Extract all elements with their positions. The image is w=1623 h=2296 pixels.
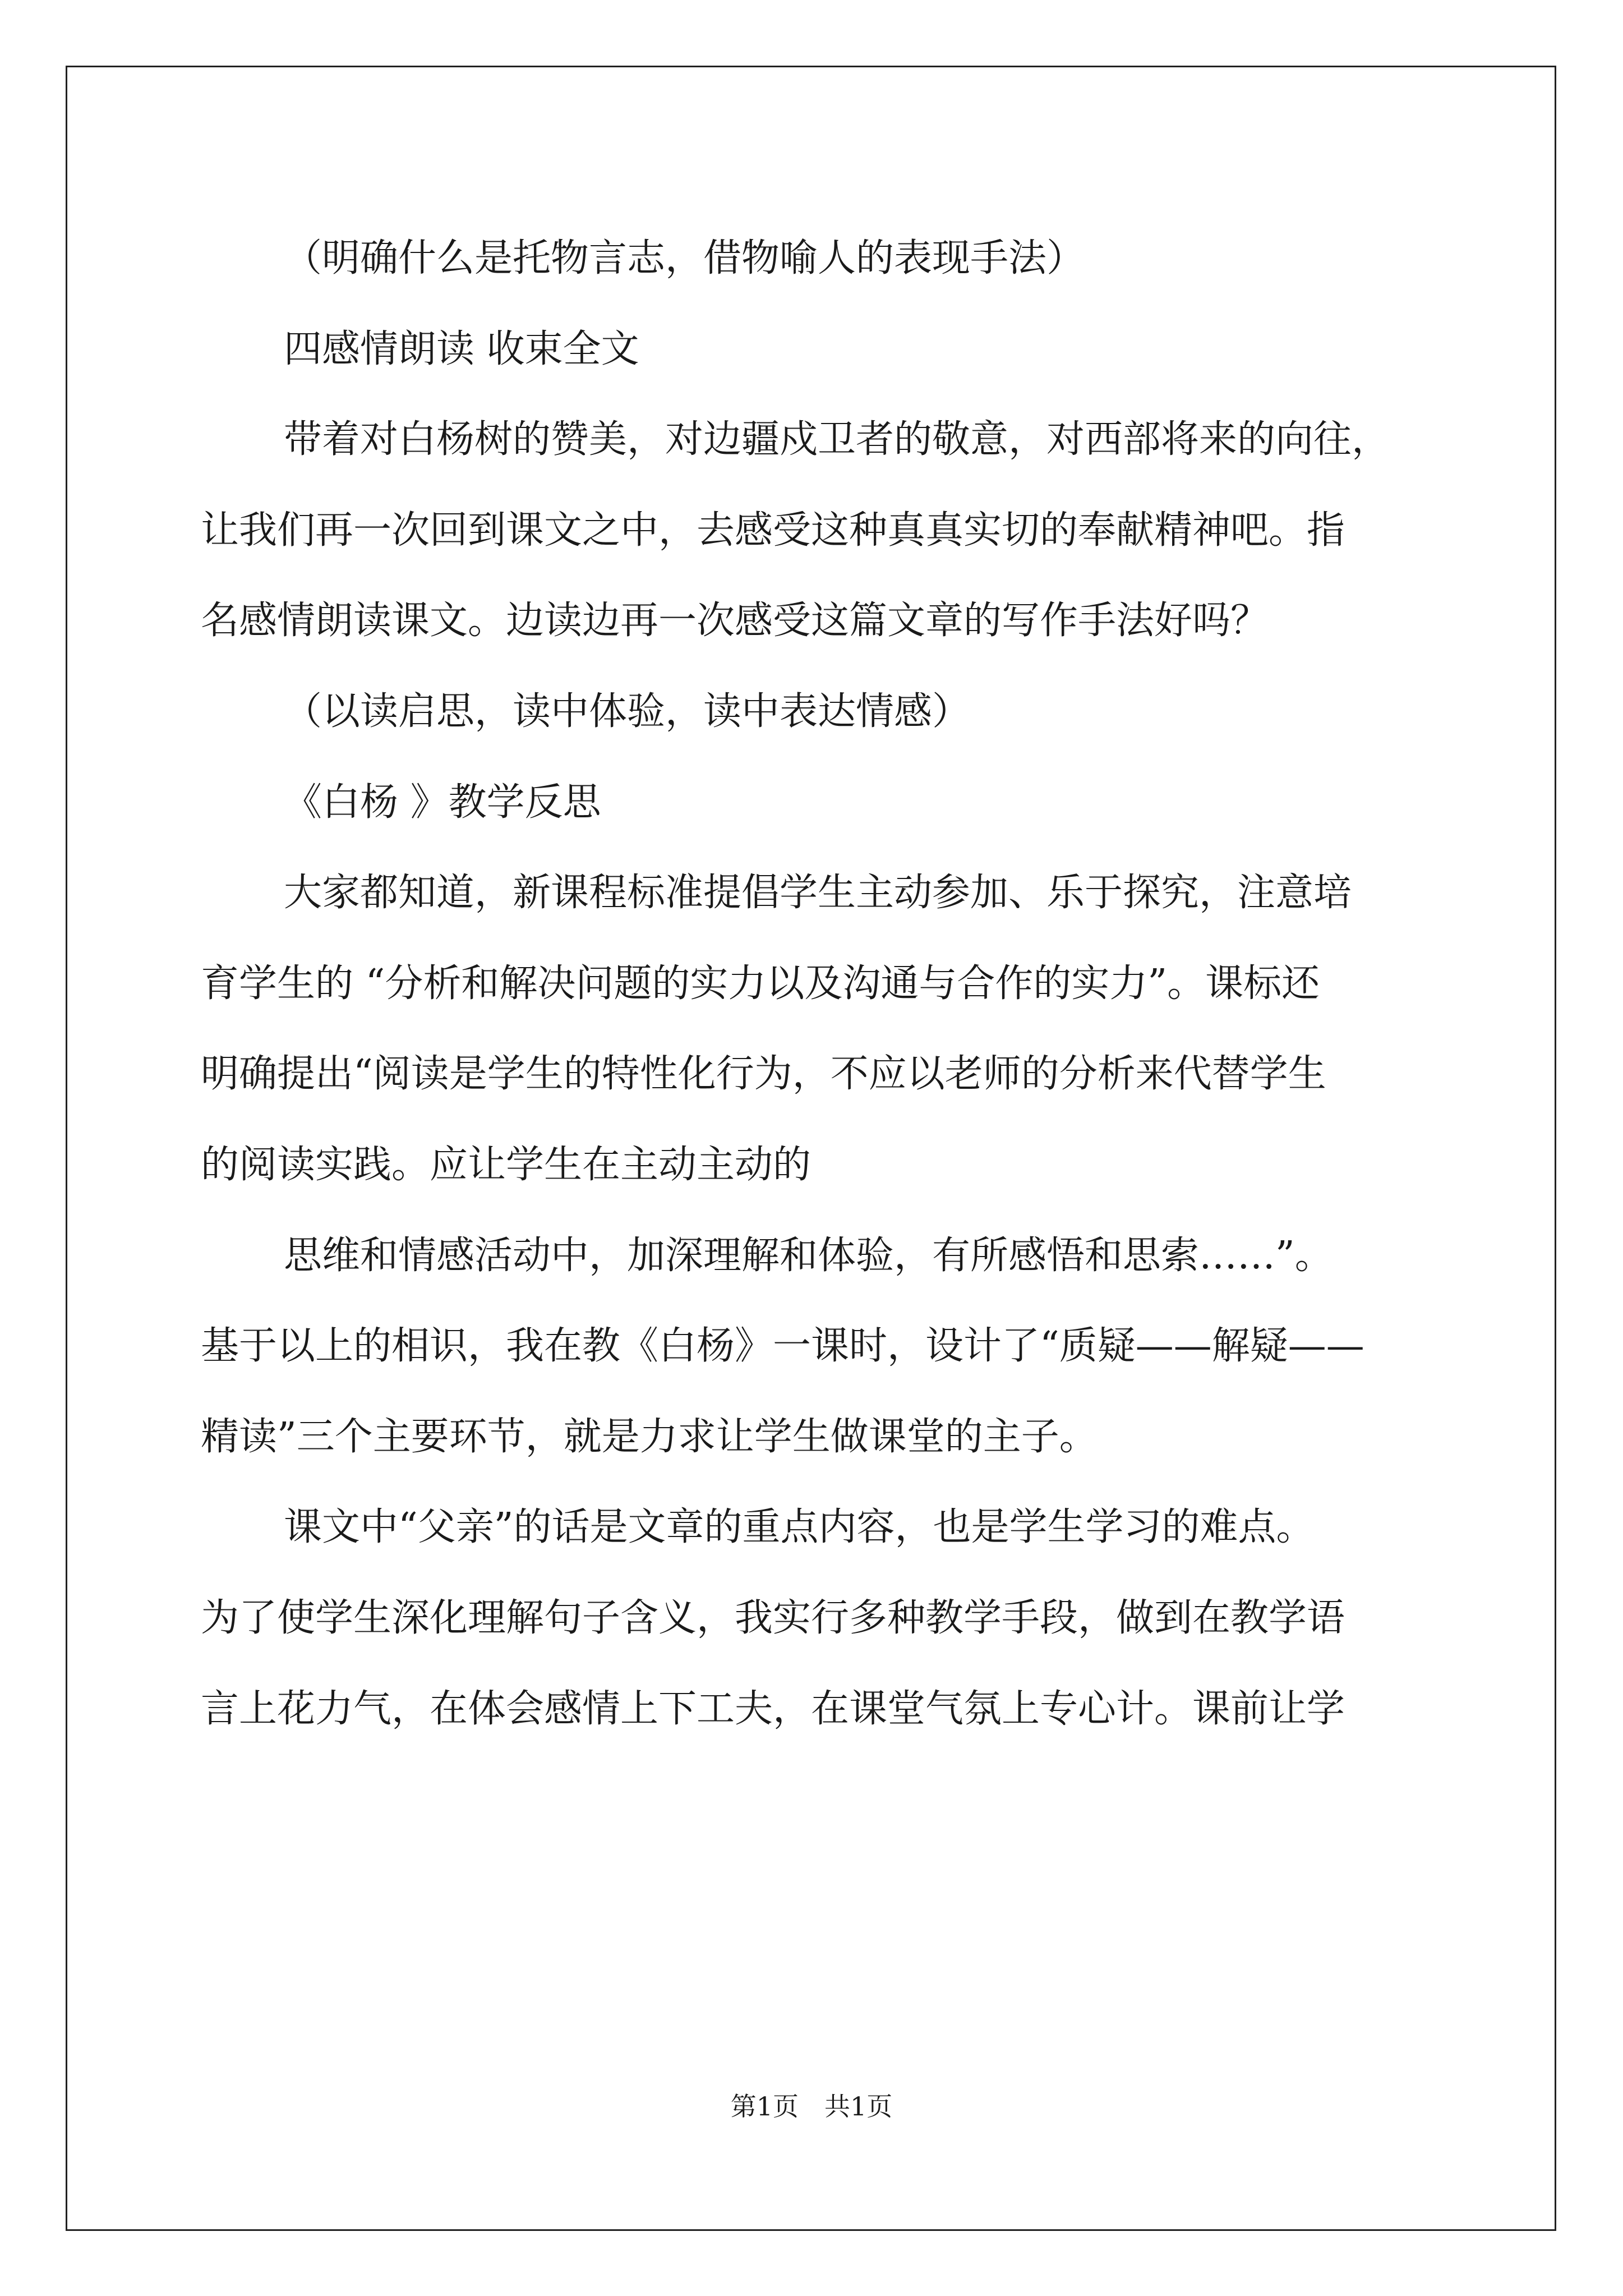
text-line: （以读启思，读中体验，读中表达情感） (284, 689, 971, 734)
text-line: 明确提出“阅读是学生的特性化行为，不应以老师的分析来代替学生 (201, 1052, 1326, 1097)
text-line: 大家都知道，新课程标准提倡学生主动参加、乐于探究，注意培 (284, 871, 1352, 915)
page-number: 第1页 共1页 (730, 2091, 893, 2122)
text-line: 名感情朗读课文。边读边再一次感受这篇文章的写作手法好吗？ (201, 599, 1269, 643)
section-heading: 《白杨 》教学反思 (284, 780, 601, 825)
text-line: 让我们再一次回到课文之中，去感受这种真真实切的奉献精神吧。指 (201, 508, 1345, 553)
text-line: 精读”三个主要环节，就是力求让学生做课堂的主子。 (201, 1414, 1098, 1459)
text-line: （明确什么是托物言志，借物喻人的表现手法） (284, 236, 1085, 280)
section-heading: 四感情朗读 收束全文 (284, 326, 639, 371)
text-line: 基于以上的相识，我在教《白杨》一课时，设计了“质疑——解疑—— (201, 1324, 1364, 1369)
text-line: 言上花力气，在体会感情上下工夫，在课堂气氛上专心计。课前让学 (201, 1686, 1345, 1731)
text-line: 带着对白杨树的赞美，对边疆戍卫者的敬意，对西部将来的向往， (284, 417, 1390, 462)
text-line: 思维和情感活动中，加深理解和体验，有所感悟和思索……”。 (284, 1233, 1333, 1278)
text-line: 育学生的 “分析和解决问题的实力以及沟通与合作的实力”。课标还 (201, 961, 1320, 1006)
text-line: 课文中“父亲”的话是文章的重点内容，也是学生学习的难点。 (284, 1505, 1315, 1550)
text-line: 为了使学生深化理解句子含义，我实行多种教学手段，做到在教学语 (201, 1595, 1345, 1640)
document-body (201, 213, 1435, 1754)
text-line: 的阅读实践。应让学生在主动主动的 (201, 1142, 811, 1187)
